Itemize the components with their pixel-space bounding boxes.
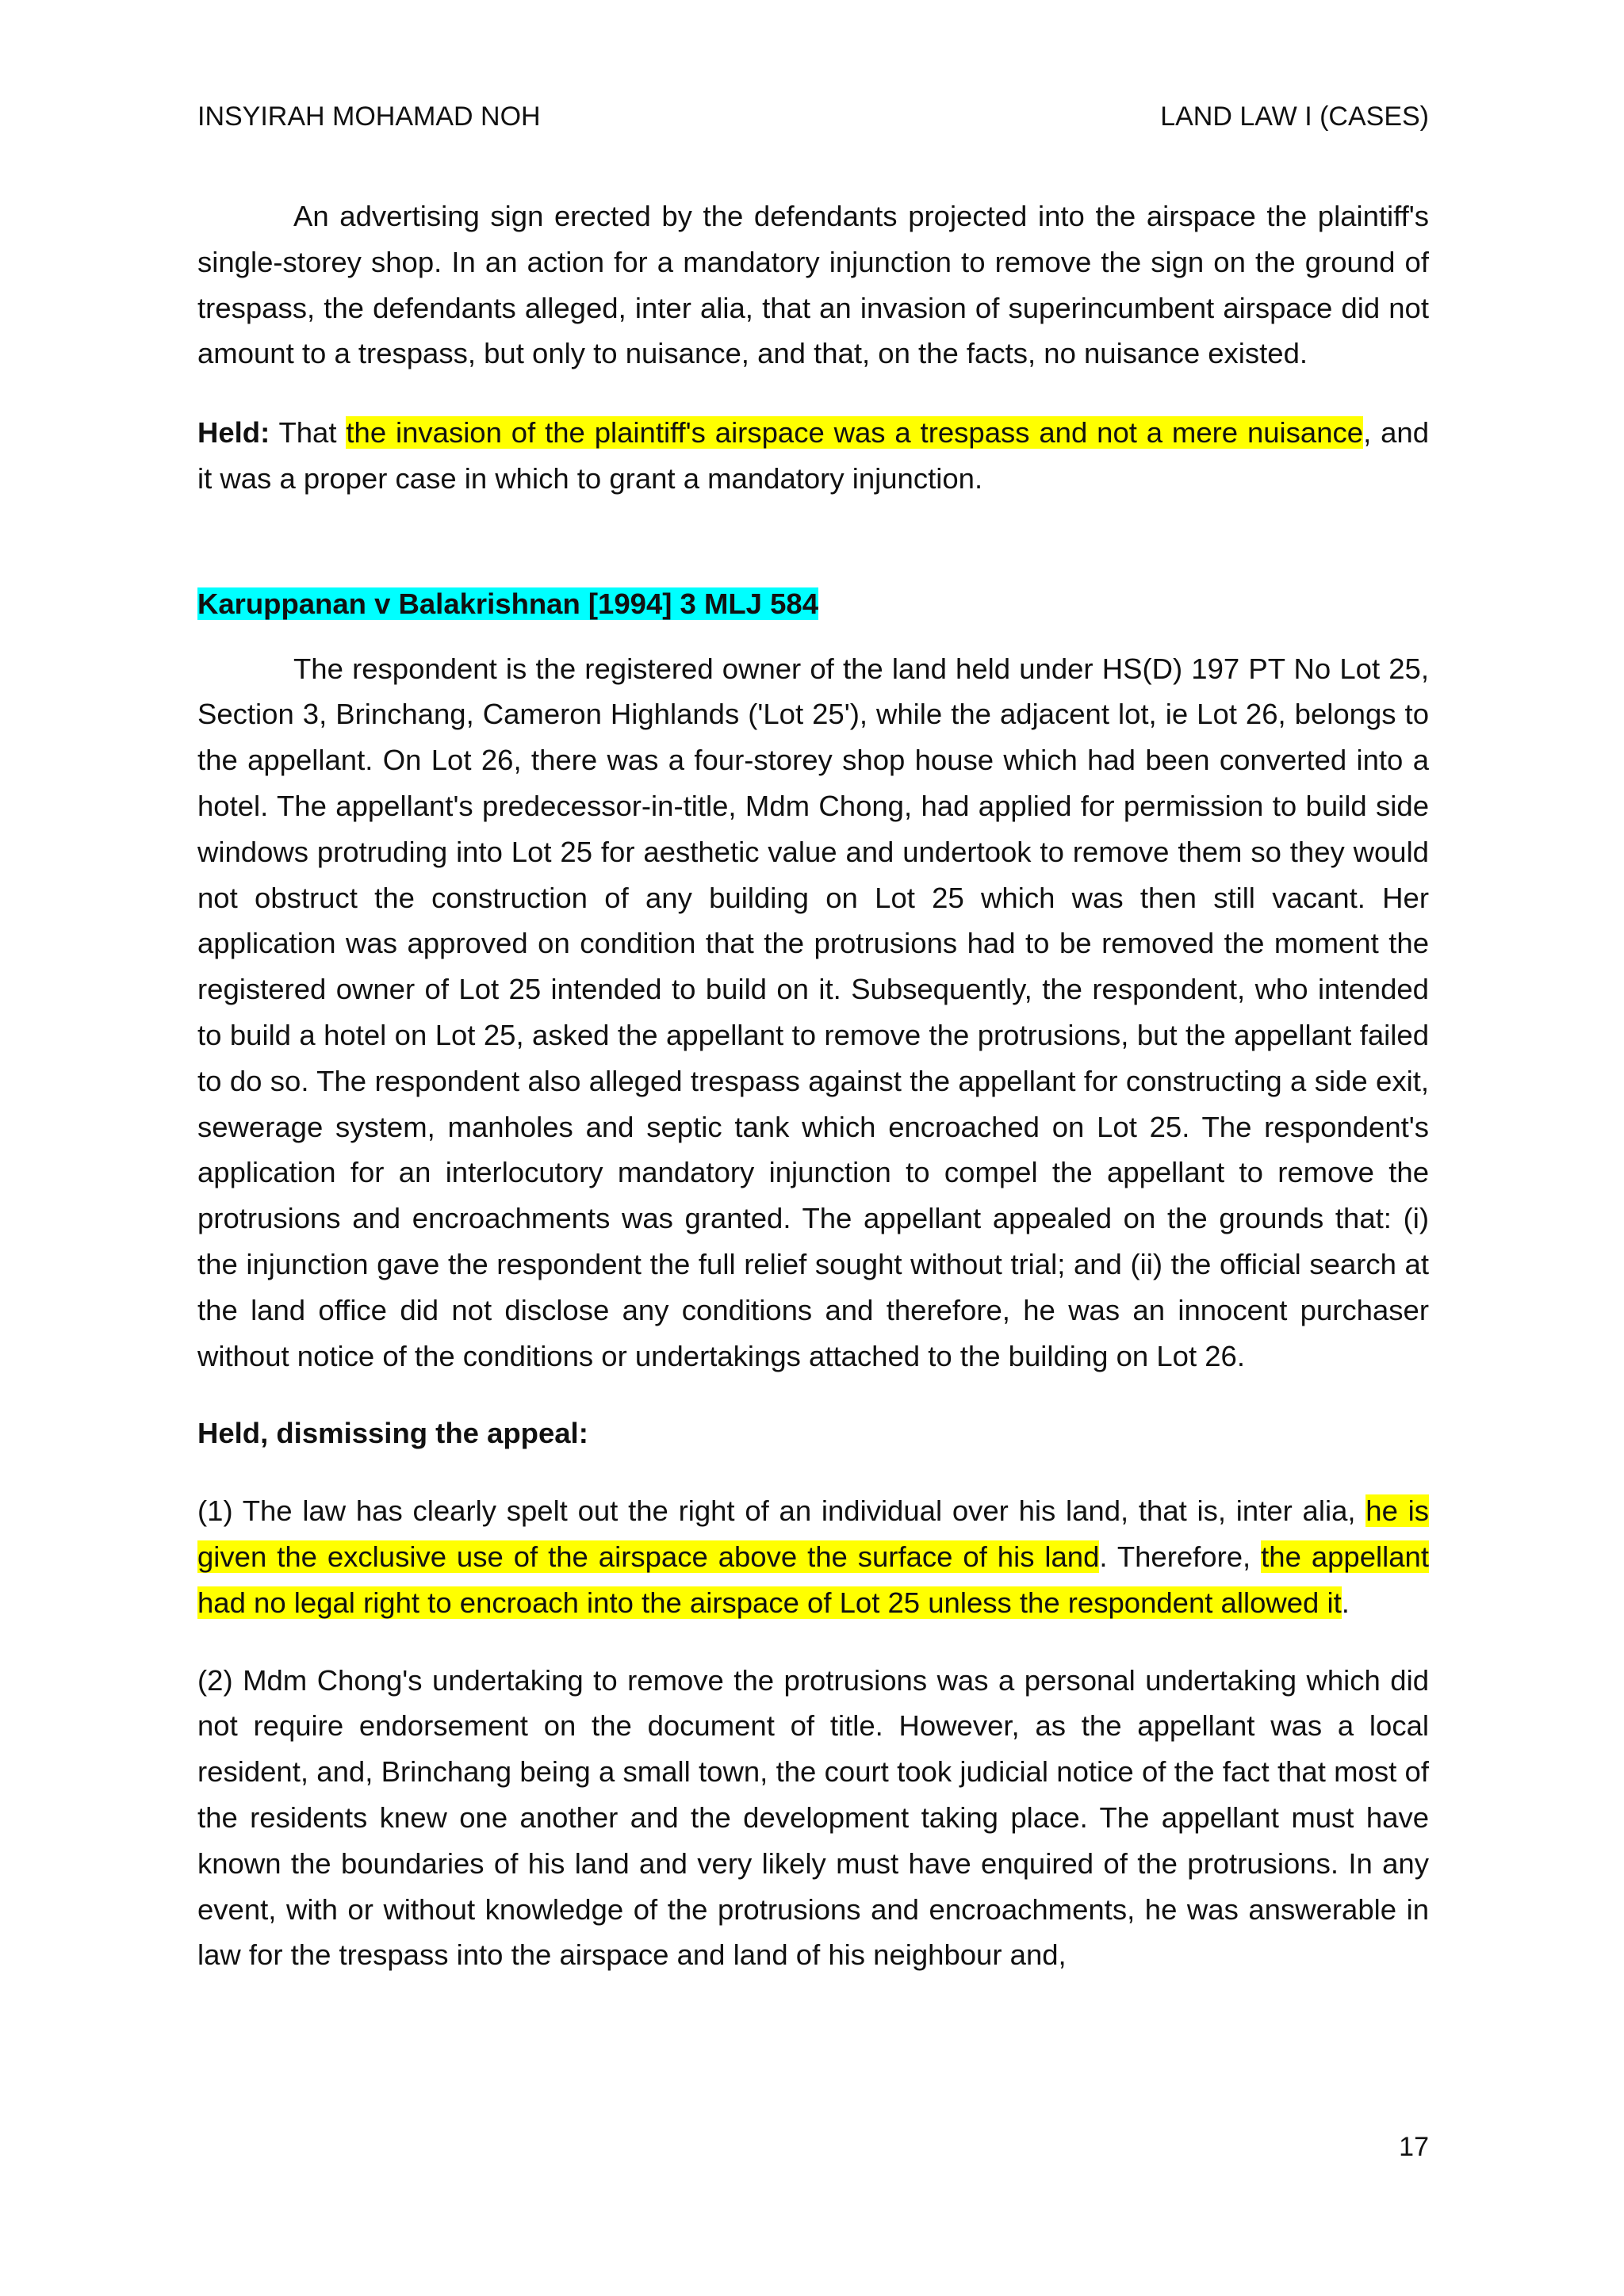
case-title: Karuppanan v Balakrishnan [1994] 3 MLJ 584	[197, 587, 819, 620]
header-course: LAND LAW I (CASES)	[1160, 101, 1429, 132]
point1-post-text: .	[1341, 1586, 1350, 1619]
page-content	[197, 193, 1429, 1978]
point1-mid-text: . Therefore,	[1099, 1540, 1262, 1573]
case-facts-paragraph-2: The respondent is the registered owner of the land held under HS(D) 197 PT No Lot 25, Section 3, Brinchang, Cameron Highlands ('Lot 25'), while the adjacent lot, ie Lot 26, belongs to the appellant. On Lot 26, there was a four-storey shop house which had been converted into a hotel. The appellant's predecessor-in-title, Mdm Chong, had applied for permission to build side windows protruding into Lot 25 for aesthetic value and undertook to remove them so they would not obstruct the construction of any building on Lot 25 which was then still vacant. Her application was approved on condition that the protrusions had to be removed the moment the registered owner of Lot 25 intended to build on it. Subsequently, the respondent, who intended to build a hotel on Lot 25, asked the appellant to remove the protrusions, but the appellant failed to do so. The respondent also alleged trespass against the appellant for constructing a side exit, sewerage system, manholes and septic tank which encroached on Lot 25. The respondent's application for an interlocutory mandatory injunction to compel the appellant to remove the protrusions and encroachments was granted. The appellant appealed on the grounds that: (i) the injunction gave the respondent the full relief sought without trial; and (ii) the official search at the land office did not disclose any conditions and therefore, he was an innocent purchaser without notice of the conditions or undertakings attached to the building on Lot 26.	[197, 652, 1429, 1372]
running-header	[197, 98, 1429, 135]
header-author: INSYIRAH MOHAMAD NOH	[197, 101, 541, 132]
page-number: 17	[1399, 2132, 1429, 2162]
case-facts-paragraph-1: An advertising sign erected by the defendants projected into the airspace the plaintiff's single-storey shop. In an action for a mandatory injunction to remove the sign on the ground of trespass, the defendants alleged, inter alia, that an invasion of superincumbent airspace did not amount to a trespass, but only to nuisance, and that, on the facts, no nuisance existed.	[197, 200, 1429, 370]
point1-highlight-1: he is given the exclusive use of the airspace above the surface of his land	[197, 1494, 1429, 1573]
held-heading: Held, dismissing the appeal:	[197, 1417, 588, 1450]
held-pre-text: That	[270, 416, 347, 450]
held-post-text: , and it was a proper case in which to grant a mandatory injunction.	[197, 416, 1429, 495]
holding-point-2: (2) Mdm Chong's undertaking to remove the protrusions was a personal undertaking which did not require endorsement on the document of title. However, as the appellant was a local resident, and, Brinchang being a small town, the court took judicial notice of the fact that most of the residents knew one another and the development taking place. The appellant must have known the boundaries of his land and very likely must have enquired of the protrusions. In any event, with or without knowledge of the protrusions and encroachments, he was answerable in law for the trespass into the airspace and land of his neighbour and,	[197, 1663, 1429, 1972]
holding-point-1	[197, 1488, 1429, 1625]
case-heading	[197, 581, 1429, 627]
held-heading-paragraph	[197, 1410, 1429, 1456]
point1-highlight-2: the appellant had no legal right to encroach into the airspace of Lot 25 unless the respondent allowed it	[197, 1540, 1429, 1619]
point1-pre-text: (1) The law has clearly spelt out the right of an individual over his land, that is, inter alia,	[197, 1494, 1366, 1528]
held-label: Held:	[197, 416, 270, 450]
held-highlight: the invasion of the plaintiff's airspace was a trespass and not a mere nuisance	[346, 416, 1364, 450]
held-paragraph-1	[197, 410, 1429, 502]
